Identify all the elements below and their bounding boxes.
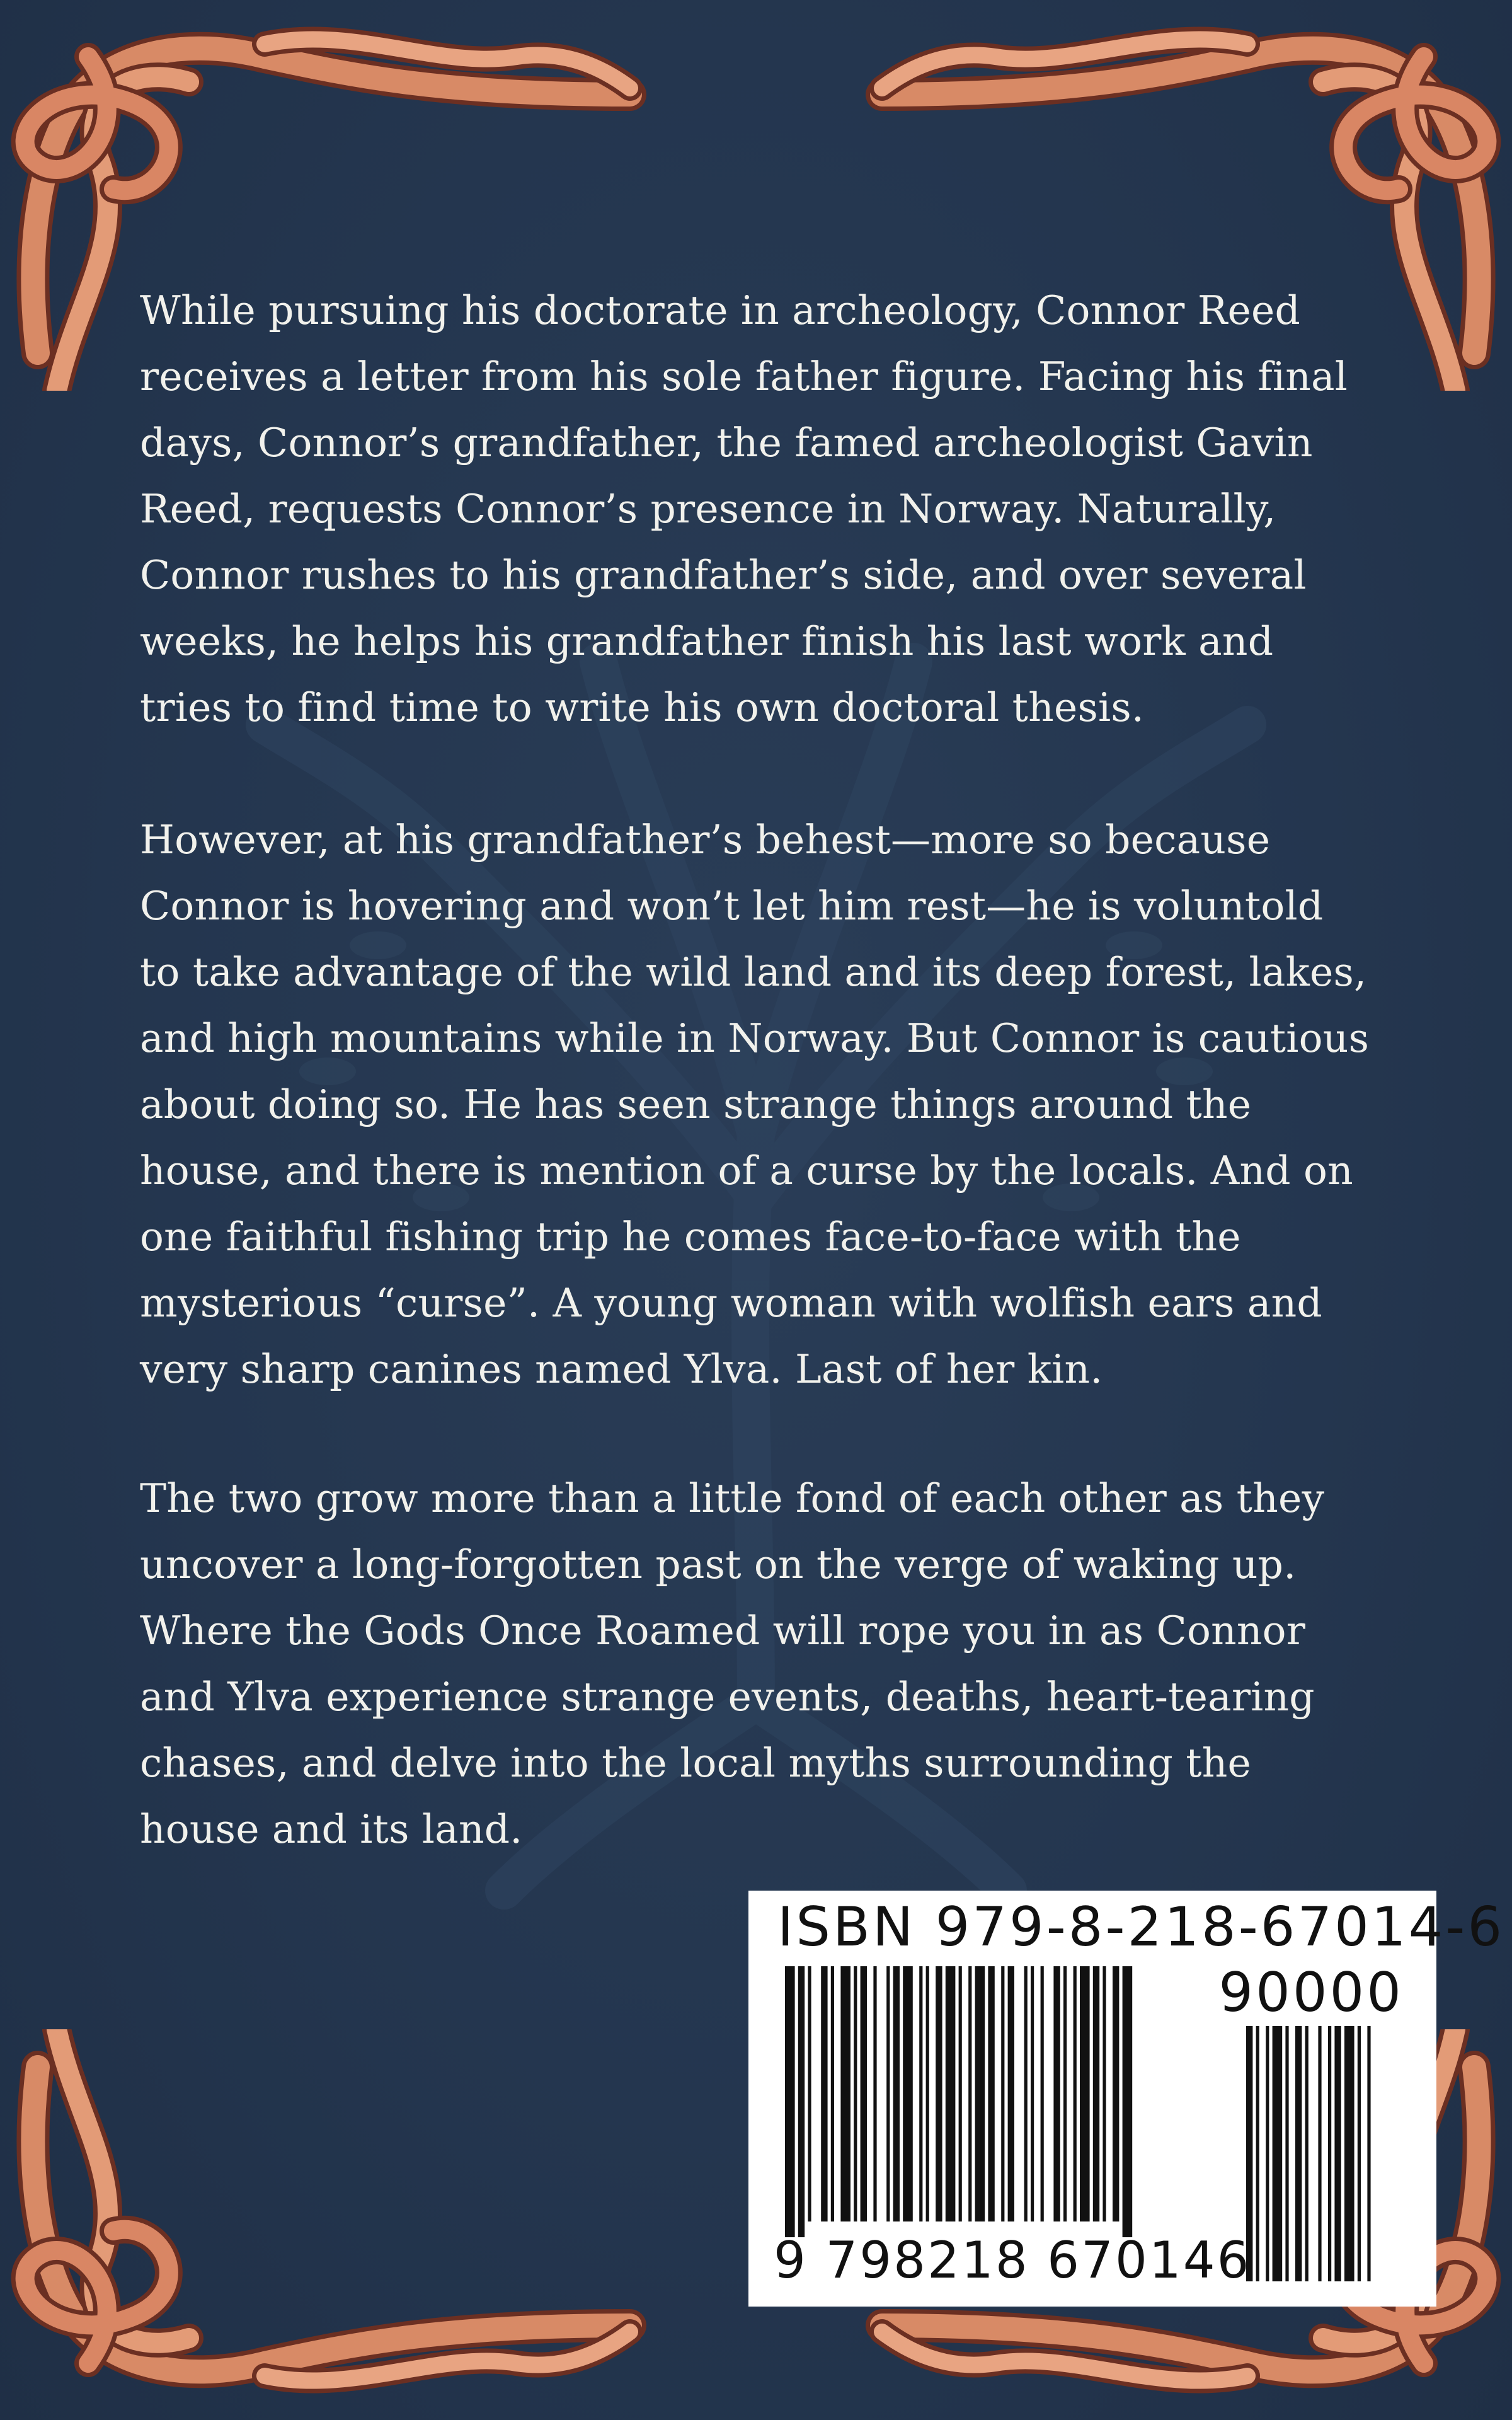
blurb-paragraph: However, at his grandfather’s behest—more so because Connor is hovering and won’t let him rest—he is voluntold to take advantage of the wild land and its deep forest, lakes, and high mountains while in Norway. But Connor is cautious about doing so. He has seen strange things around the house, and there is mention of a curse by the locals. And on one faithful fishing trip he comes face-to-face with the mysterious “curse”. A young woman with wolfish ears and very sharp canines named Ylva. Last of her kin. (140, 817, 1370, 1392)
price-addon-label: 90000 (1218, 1961, 1404, 2024)
blurb-paragraph: While pursuing his doctorate in archeology, Connor Reed receives a letter from his sole father figure. Facing his final days, Connor’s grandfather, the famed archeologist Gavin Reed, requests Connor’s presence in Norway. Naturally, Connor rushes to his grandfather’s side, and over several weeks, he helps his grandfather finish his last work and tries to find time to write his own doctoral thesis. (140, 287, 1348, 730)
celtic-knot-corner-bottom-left (0, 2029, 662, 2420)
isbn-label: ISBN 979-8-218-67014-6 (777, 1896, 1505, 1959)
isbn-barcode (748, 1891, 1505, 2307)
blurb-paragraph: The two grow more than a little fond of each other as they uncover a long-forgotten past on the verge of waking up. Where the Gods Once Roamed will rope you in as Connor and Ylva experience strange events, deaths, heart-tearing chases, and delve into the local myths surrounding the house and its land. (140, 1475, 1325, 1852)
ean-digits: 9 798218 670146 (774, 2231, 1251, 2290)
